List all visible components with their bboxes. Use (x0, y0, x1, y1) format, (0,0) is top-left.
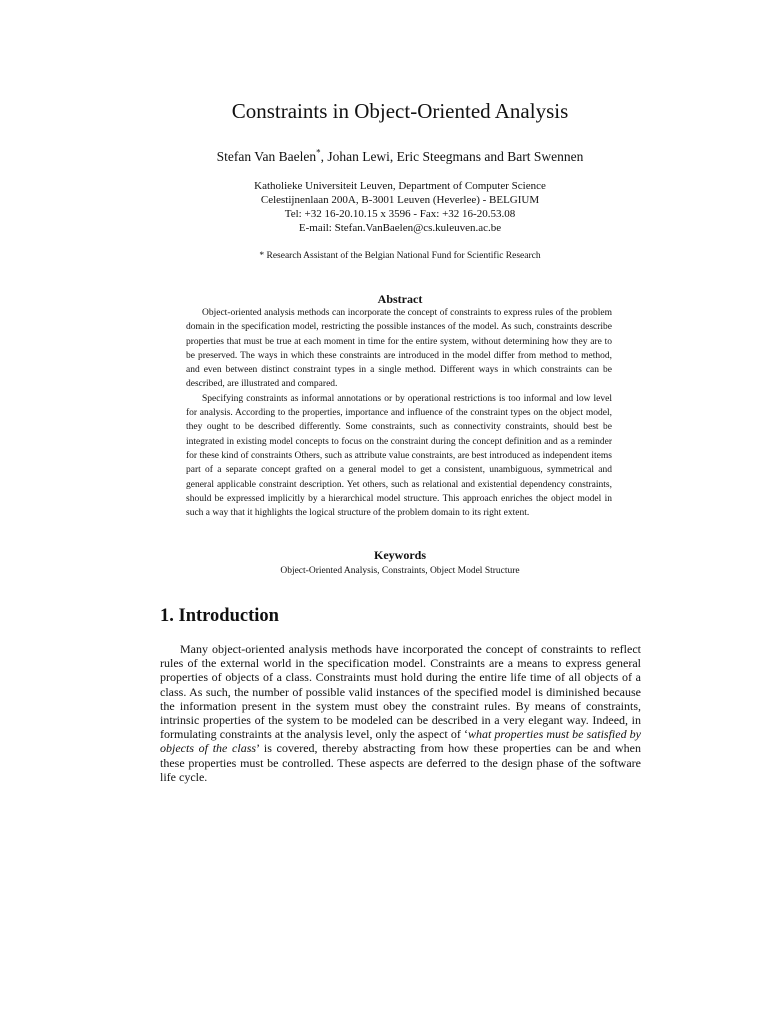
affiliation-email: E-mail: Stefan.VanBaelen@cs.kuleuven.ac.be (298, 222, 502, 234)
affiliation-block (0, 179, 768, 235)
other-authors: , Johan Lewi, Eric Steegmans and Bart Swennen (320, 149, 584, 164)
introduction-paragraph (160, 642, 641, 784)
author-list (0, 148, 768, 166)
abstract-paragraph-2: Specifying constraints as informal annotations or by operational restrictions is too informal and low level for analysis. According to the properties, importance and influence of the constraint types on the object model, they ought to be described differently. Some constraints, such as connectivity constraints, should best be integrated in existing model concepts to focus on the constraint during the concept definition and as a reminder for these kind of constraints Others, such as attribute value constraints, are best introduced as independent items part of a separate concept grafted on a general model to get a consistent, unambiguous, symmetrical and general applicable constraint description. Yet others, such as relational and existential dependency constraints, should be expressed implicitly by a hierarchical model structure. This approach enriches the object model in such a way that it highlights the logical structure of the problem domain to its right extent. (186, 393, 612, 519)
affiliation-institution: Katholieke Universiteit Leuven, Department of Computer Science (254, 180, 546, 192)
keywords-heading: Keywords (374, 548, 426, 562)
affiliation-phone-fax: Tel: +32 16-20.10.15 x 3596 - Fax: +32 16-20.53.08 (284, 208, 516, 220)
introduction-body (160, 642, 641, 784)
paper-title: Constraints in Object-Oriented Analysis (231, 99, 569, 123)
abstract-heading: Abstract (377, 292, 423, 306)
abstract-paragraph-1: Object-oriented analysis methods can incorporate the concept of constraints to express rules of the problem domain in the specification model, restricting the possible instances of the model. As such, constraints describe properties that must be true at each moment in time for the entire system, without determining how they are to be preserved. The ways in which these constraints are introduced in the model differ from method to method, and even between distinct constraint types in a single method. Different ways in which constraints can be described, are illustrated and compared. (186, 308, 612, 390)
introduction-emphasis: what properties must be satisfied by objects of the class (160, 727, 641, 756)
introduction-text-end: ’ is covered, thereby abstracting from how these properties can be and when these properties must be controlled. These aspects are deferred to the design phase of the software life cycle. (160, 741, 642, 784)
introduction-heading: 1. Introduction (160, 606, 279, 626)
first-author: Stefan Van Baelen (216, 149, 317, 164)
affiliation-address: Celestijnenlaan 200A, B-3001 Leuven (Heverlee) - BELGIUM (260, 194, 540, 206)
footnote-mark: * (316, 147, 321, 158)
keywords-list: Object-Oriented Analysis, Constraints, Object Model Structure (280, 566, 520, 576)
author-footnote: * Research Assistant of the Belgian National Fund for Scientific Research (259, 251, 541, 261)
abstract-body (186, 306, 612, 520)
introduction-text-start: Many object-oriented analysis methods have incorporated the concept of constraints to reflect rules of the external world in the specification model. Constraints are a means to express general properties of objects of a class. Constraints must hold during the entire life time of all objects of a class. As such, the number of possible valid instances of the specified model is diminished because the information present in the system must obey the constraint rules. By means of constraints, intrinsic properties of the system to be modeled can be described in a very elegant way. Indeed, in formulating constraints at the analysis level, only the aspect of ‘ (160, 642, 641, 742)
